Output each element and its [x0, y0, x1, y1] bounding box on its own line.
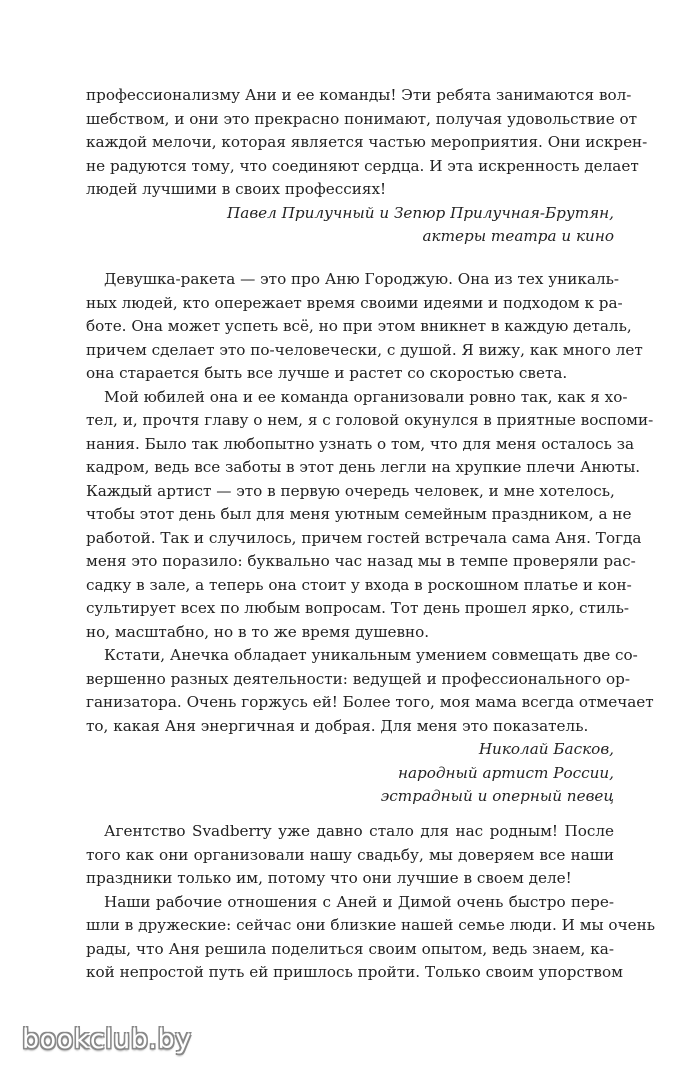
text-line: работой. Так и случилось, причем гостей встречала сама Аня. Тогда: [86, 528, 642, 547]
text-line: праздники только им, потому что они лучшие в своем деле!: [86, 869, 572, 887]
text-line: Девушка-ракета — это про Аню Городжую. Она из тех уникаль-: [104, 270, 619, 288]
text-line: чтобы этот день был для меня уютным семейным праздником, а не: [86, 505, 632, 523]
text-line: Кстати, Анечка обладает уникальным умением совмещать две со-: [104, 646, 638, 664]
signature-line: народный артист России,: [398, 763, 614, 782]
text-line: Наши рабочие отношения с Аней и Димой очень быстро пере-: [104, 892, 614, 911]
text-line: садку в зале, а теперь она стоит у входа в роскошном платье и кон-: [86, 575, 632, 594]
text-line: причем сделает это по-человечески, с душой. Я вижу, как много лет: [86, 340, 643, 359]
text-line: профессионализму Ани и ее команды! Эти ребята занимаются вол-: [86, 86, 632, 104]
text-line: она старается быть все лучше и растет со скоростью света.: [86, 364, 568, 382]
watermark-text: bookclub.by: [22, 1024, 192, 1055]
text-line: но, масштабно, но в то же время душевно.: [86, 622, 430, 641]
text-line: Агентство Svadberry уже давно стало для нас родным! После: [104, 822, 614, 840]
testimonial-baskov: [86, 268, 654, 809]
text-line: тел, и, прочтя главу о нем, я с головой окунулся в приятные воспоми-: [86, 411, 654, 429]
text-line: то, какая Аня энергичная и добрая. Для меня это показатель.: [86, 716, 589, 735]
signature-line: Павел Прилучный и Зепюр Прилучная-Брутян,: [227, 203, 614, 222]
testimonial-svadberry: [86, 820, 655, 985]
text-line: Каждый артист — это в первую очередь человек, и мне хотелось,: [86, 481, 615, 500]
text-line: шебством, и они это прекрасно понимают, получая удовольствие от: [86, 109, 638, 128]
text-line: рады, что Аня решила поделиться своим опытом, ведь знаем, ка-: [86, 939, 614, 958]
text-line: сультирует всех по любым вопросам. Тот день прошел ярко, стиль-: [86, 599, 630, 617]
signature-line: эстрадный и оперный певец: [380, 787, 614, 805]
text-line: кой непростой путь ей пришлось пройти. Только своим упорством: [86, 963, 623, 981]
text-line: людей лучшими в своих профессиях!: [86, 180, 387, 198]
text-line: вершенно разных деятельности: ведущей и профессионального ор-: [86, 669, 630, 688]
text-line: ных людей, кто опережает время своими идеями и подходом к ра-: [86, 293, 623, 312]
text-line: не радуются тому, что соединяют сердца. И эта искренность делает: [86, 156, 639, 175]
text-line: шли в дружеские: сейчас они близкие нашей семье люди. И мы очень: [86, 916, 655, 934]
text-line: кадром, ведь все заботы в этот день легли на хрупкие плечи Анюты.: [86, 458, 641, 476]
text-line: меня это поразило: буквально час назад мы в темпе проверяли рас-: [86, 552, 636, 570]
text-line: боте. Она может успеть всё, но при этом вникнет в каждую деталь,: [86, 317, 632, 335]
text-line: ганизатора. Очень горжусь ей! Более того, моя мама всегда отмечает: [86, 693, 654, 711]
text-line: каждой мелочи, которая является частью мероприятия. Они искрен-: [86, 133, 648, 151]
testimonial-prilutchny: [86, 84, 648, 249]
text-line: нания. Было так любопытно узнать о том, что для меня осталось за: [86, 434, 635, 453]
text-line: Мой юбилей она и ее команда организовали ровно так, как я хо-: [104, 387, 628, 406]
signature-line: актеры театра и кино: [422, 227, 614, 245]
text-line: того как они организовали нашу свадьбу, мы доверяем все наши: [86, 845, 614, 864]
signature-line: Николай Басков,: [478, 740, 614, 758]
